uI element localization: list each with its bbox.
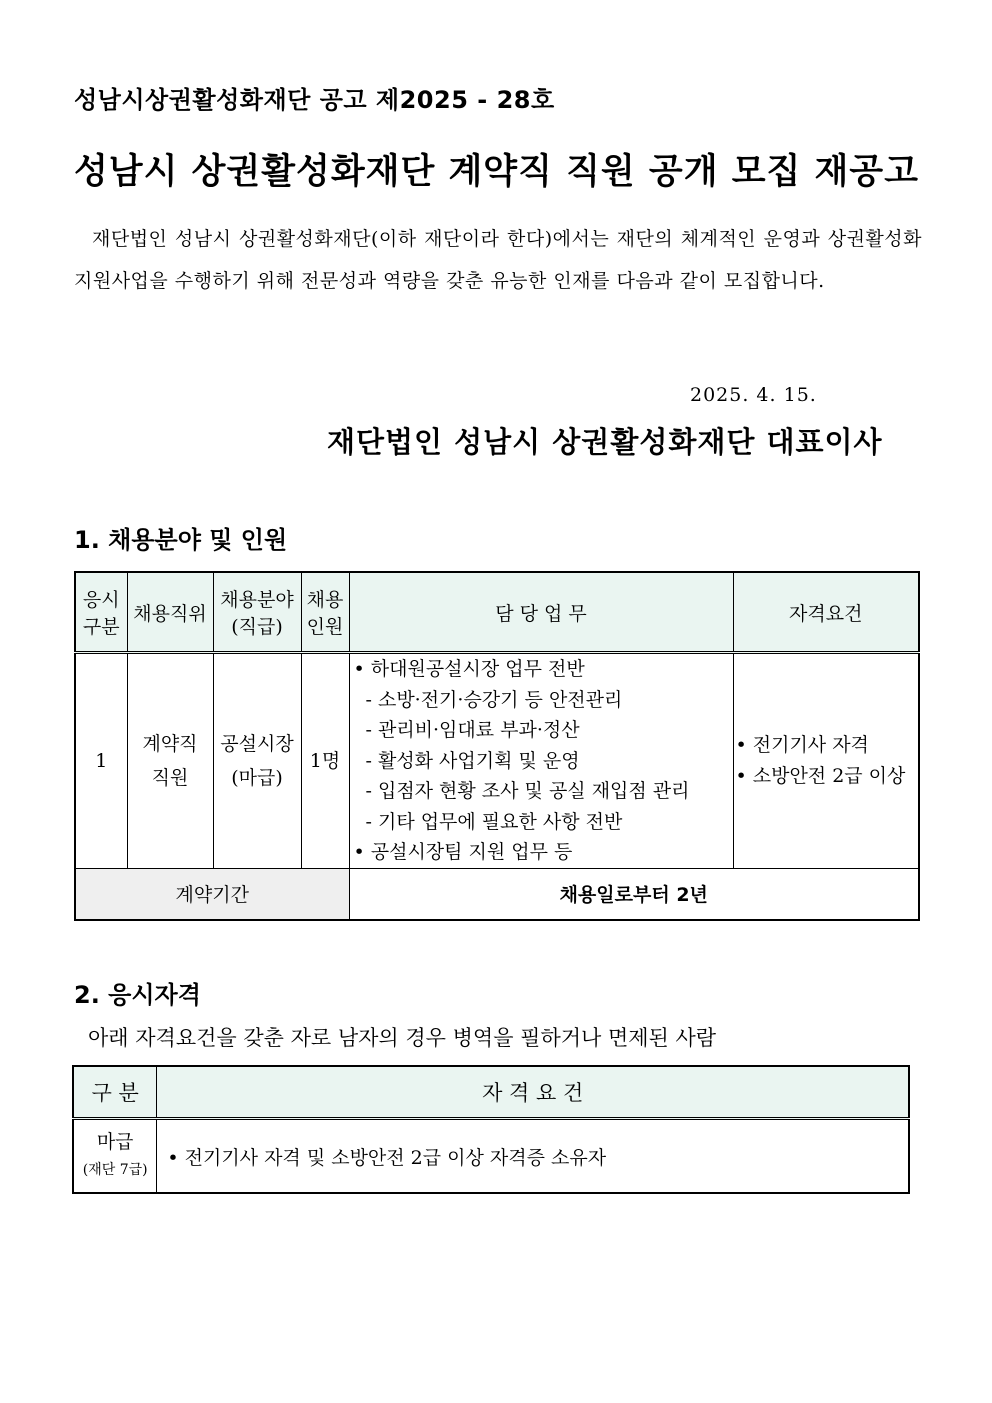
cell-position	[127, 653, 213, 869]
cell-no: 1	[75, 653, 127, 869]
cell-count: 1명	[301, 653, 349, 869]
duty-item: - 소방·전기·승강기 등 안전관리	[365, 688, 623, 711]
col-header-count-line1: 채용	[306, 589, 344, 611]
contract-period-label: 계약기간	[75, 868, 349, 920]
col-header-count	[301, 572, 349, 653]
eligibility-table	[72, 1065, 910, 1194]
issuer-name: 재단법인 성남시 상권활성화재단 대표이사	[327, 425, 883, 459]
section-heading-eligibility: 2. 응시자격	[74, 981, 201, 1009]
col-header-no	[75, 572, 127, 653]
col-header-no-line1: 응시	[82, 589, 120, 611]
contract-period-row	[75, 868, 919, 920]
recruitment-table	[74, 571, 920, 921]
cell-position-line1: 계약직	[142, 732, 198, 755]
page-title: 성남시 상권활성화재단 계약직 직원 공개 모집 재공고	[74, 152, 919, 192]
cell-grade	[73, 1119, 157, 1194]
cell-duties	[349, 653, 733, 869]
eligibility-table-header	[73, 1066, 909, 1119]
qual-item: • 전기기사 자격	[735, 733, 869, 756]
cell-field-line2: (마급)	[231, 766, 283, 789]
section-heading-recruitment: 1. 채용분야 및 인원	[74, 526, 288, 554]
cell-field-line1: 공설시장	[220, 732, 294, 755]
notice-number: 성남시상권활성화재단 공고 제2025 - 28호	[74, 86, 555, 114]
table-row	[75, 653, 919, 869]
duty-item: - 입점자 현황 조사 및 공실 재입점 관리	[365, 780, 690, 802]
col-header-duties: 담 당 업 무	[349, 572, 733, 653]
col-header-no-line2: 구분	[82, 616, 120, 638]
duty-item: - 활성화 사업기획 및 운영	[365, 749, 580, 772]
duty-item: • 공설시장팀 지원 업무 등	[353, 841, 573, 863]
contract-period-value: 채용일로부터 2년	[349, 868, 919, 920]
col-header-field-line1: 채용분야	[220, 589, 294, 611]
notice-date: 2025. 4. 15.	[690, 384, 817, 406]
col-header-grade: 구 분	[73, 1066, 157, 1119]
intro-paragraph: 재단법인 성남시 상권활성화재단(이하 재단이라 한다)에서는 재단의 체계적인 운영과 상권활성화 지원사업을 수행하기 위해 전문성과 역량을 갖춘 유능한 인재를 다음과 같이 모집합니다.	[74, 228, 922, 292]
eligibility-note: 아래 자격요건을 갖춘 자로 남자의 경우 병역을 필하거나 면제된 사람	[88, 1026, 717, 1050]
col-header-quals: 자격요건	[733, 572, 919, 653]
cell-field	[213, 653, 301, 869]
table-row	[73, 1119, 909, 1194]
duty-item: • 하대원공설시장 업무 전반	[353, 658, 585, 680]
grade-sublabel: (재단 7급)	[82, 1162, 148, 1178]
recruitment-table-header	[75, 572, 919, 653]
duty-item: - 관리비·임대료 부과·정산	[365, 719, 580, 741]
col-header-field-line2: (직급)	[231, 616, 283, 638]
cell-requirement: • 전기기사 자격 및 소방안전 2급 이상 자격증 소유자	[157, 1119, 909, 1194]
qual-item: • 소방안전 2급 이상	[735, 764, 906, 787]
col-header-position: 채용직위	[127, 572, 213, 653]
cell-quals	[733, 653, 919, 869]
cell-position-line2: 직원	[151, 766, 189, 789]
col-header-field	[213, 572, 301, 653]
col-header-requirement: 자 격 요 건	[157, 1066, 909, 1119]
grade-label: 마급	[96, 1131, 134, 1153]
duty-item: - 기타 업무에 필요한 사항 전반	[365, 810, 623, 833]
col-header-count-line2: 인원	[306, 616, 344, 638]
